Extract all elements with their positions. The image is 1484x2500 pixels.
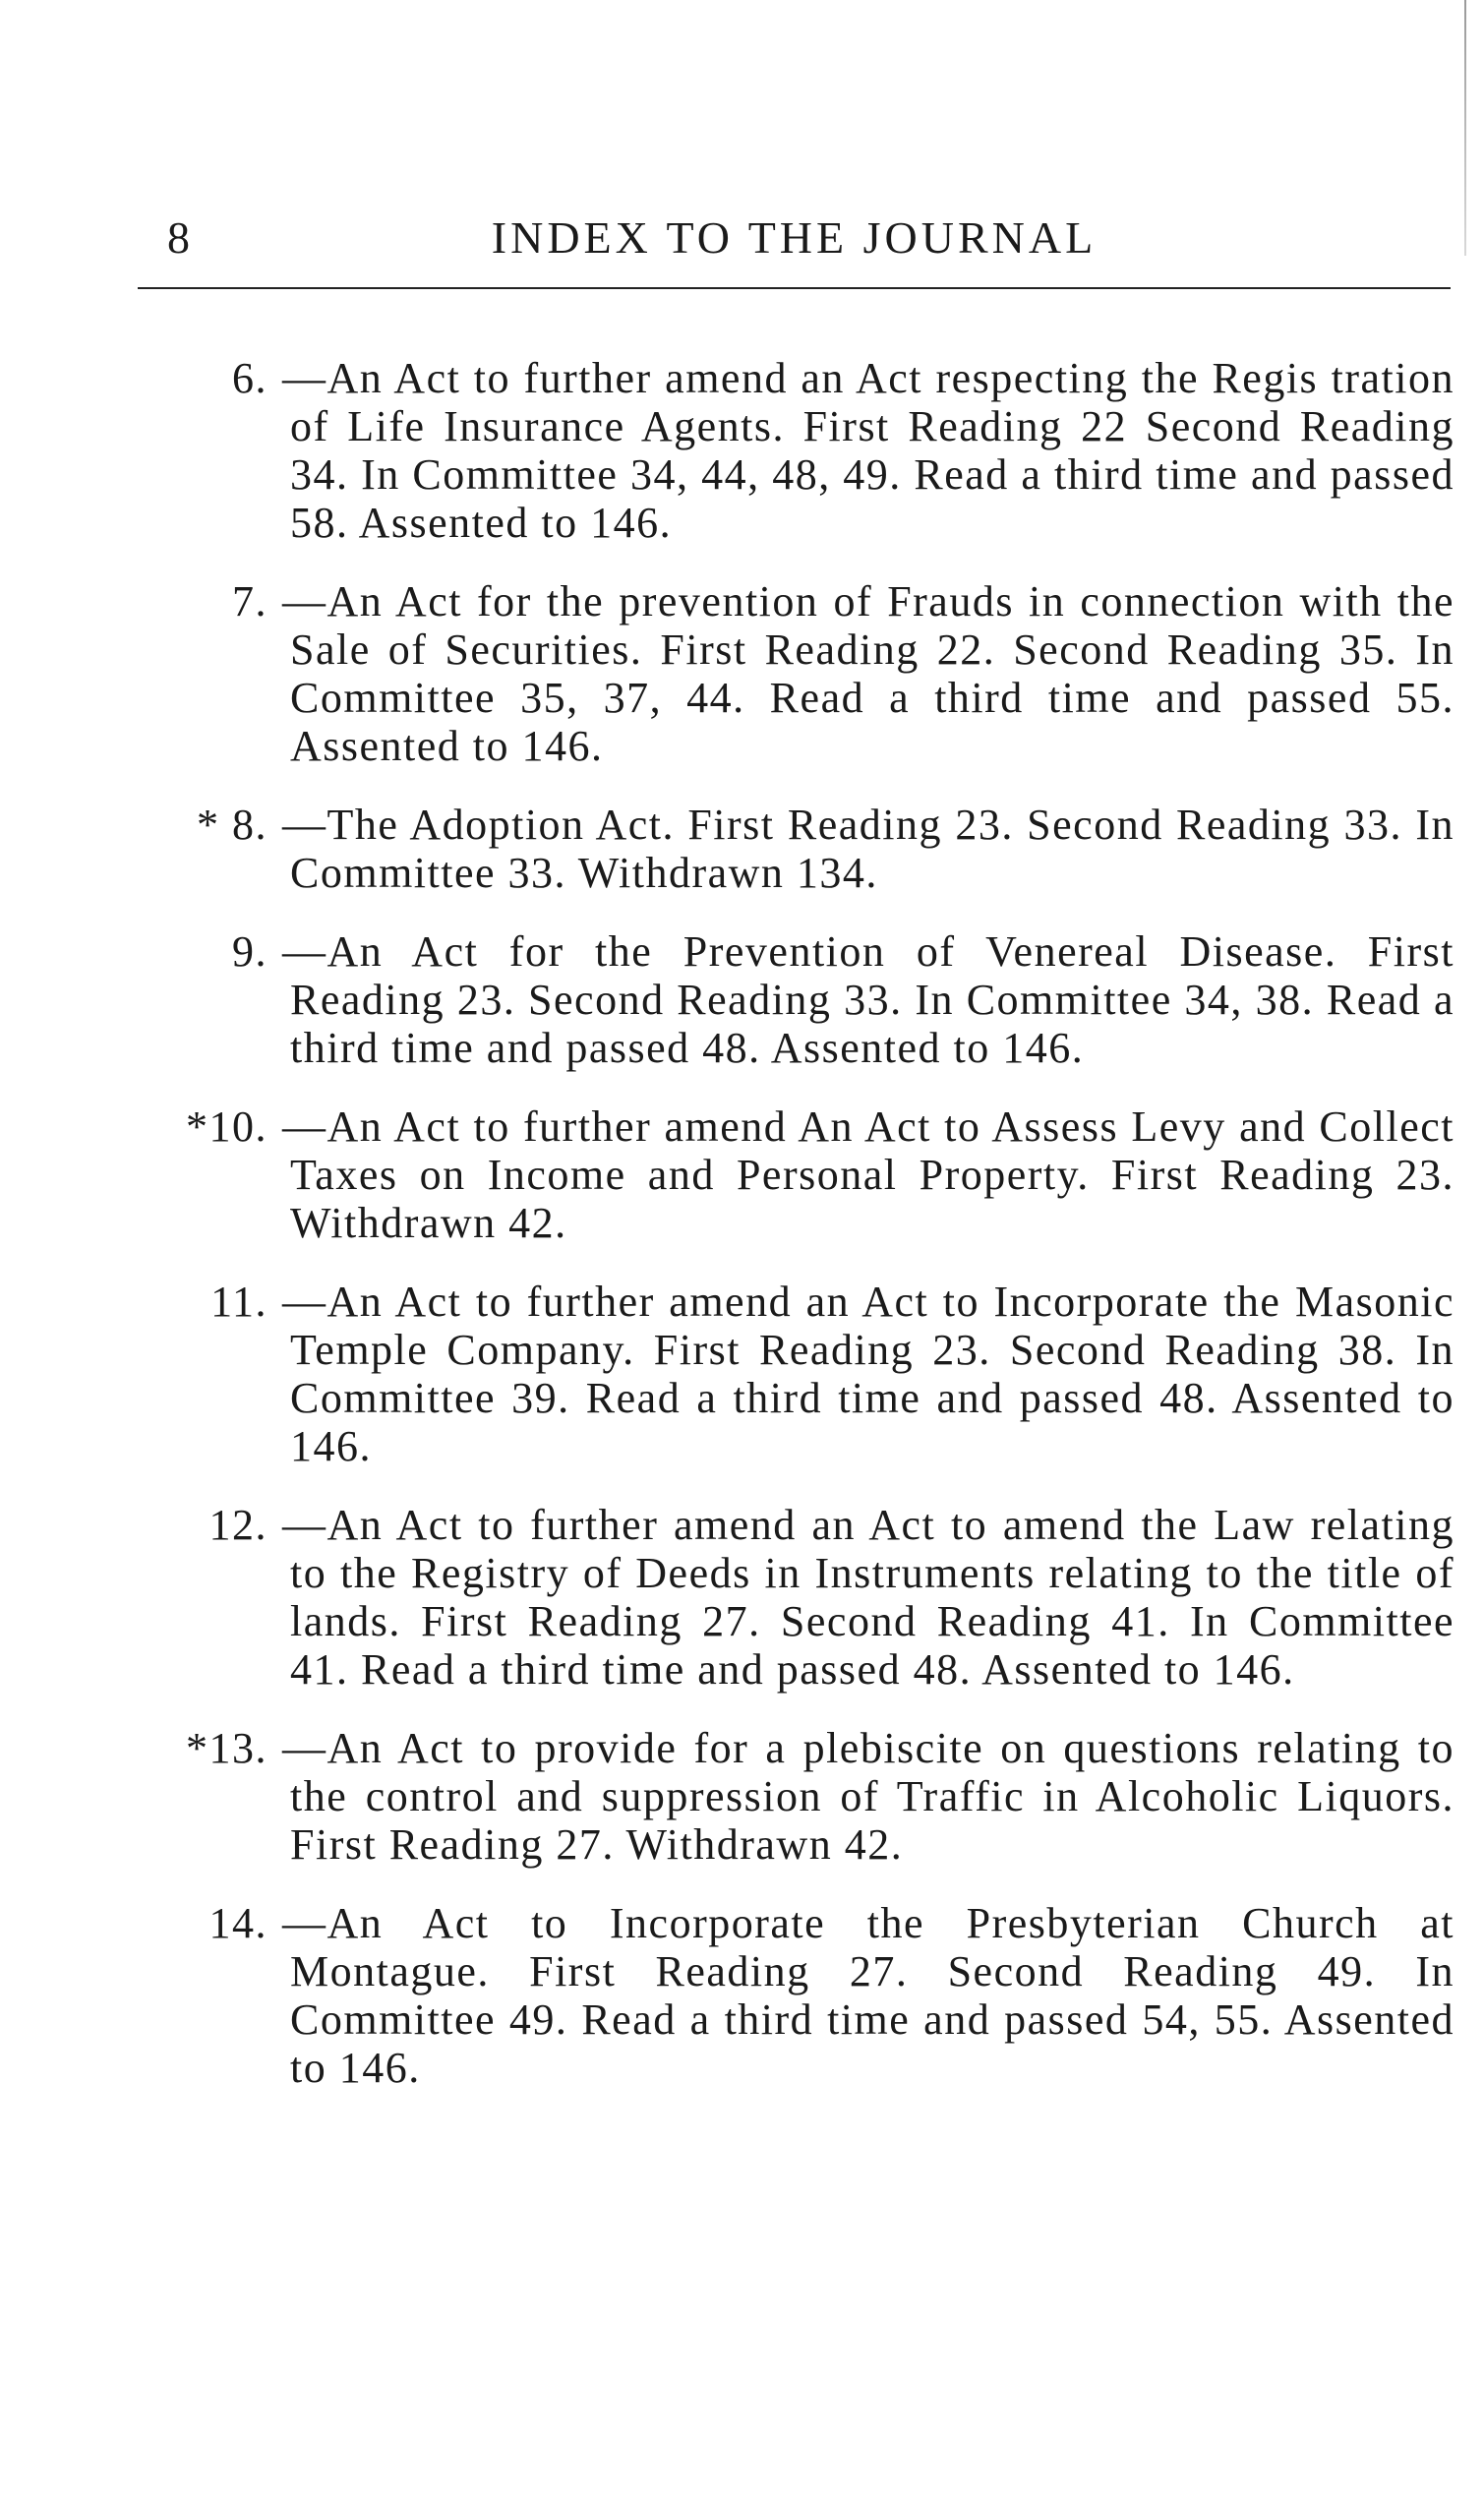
index-entry xyxy=(0,1102,1484,1247)
entry-number: * 8. xyxy=(197,801,267,849)
entry-text: An Act for the Prevention of Venereal Disease. First Reading 23. Second Reading 33. In Committee 34, 38. Read a third time and passed 48. Assented to 146. xyxy=(290,927,1454,1072)
header-rule xyxy=(138,287,1451,289)
index-entry xyxy=(0,1278,1484,1470)
entry-number: 7. xyxy=(232,577,267,625)
entry-text: An Act to further amend An Act to Assess Levy and Collect Taxes on Income and Personal Property. First Reading 23. Withdrawn 42. xyxy=(290,1102,1454,1247)
entry-text: An Act to further amend an Act to Incorporate the Masonic Temple Company. First Reading 23. Second Reading 38. In Committee 39. Read a third time and passed 48. Assented to 146. xyxy=(290,1278,1454,1470)
entry-dash: — xyxy=(282,1724,327,1772)
entry-dash: — xyxy=(282,1102,327,1151)
entry-dash: — xyxy=(282,1899,327,1947)
index-entry xyxy=(0,354,1484,547)
entry-dash: — xyxy=(282,1278,327,1326)
entry-dash: — xyxy=(282,577,327,625)
entry-text: An Act to Incorporate the Presbyterian Church at Montague. First Reading 27. Second Reading 49. In Committee 49. Read a third time and passed 54, 55. Assented to 146. xyxy=(290,1899,1454,2092)
page-number: 8 xyxy=(167,212,191,263)
entry-number: 6. xyxy=(232,354,267,402)
entry-number: 12. xyxy=(208,1501,267,1549)
page-header xyxy=(138,211,1451,280)
entry-dash: — xyxy=(282,927,327,976)
entry-text: The Adoption Act. First Reading 23. Second Reading 33. In Committee 33. Withdrawn 134. xyxy=(290,801,1454,897)
index-entry xyxy=(0,1899,1484,2092)
entry-text: An Act to further amend an Act to amend the Law relating to the Registry of Deeds in Instruments relating to the title of lands. First Reading 27. Second Reading 41. In Committee 41. Read a third time and passed 48. Assented to 146. xyxy=(290,1501,1454,1694)
entry-dash: — xyxy=(282,1501,327,1549)
index-entry xyxy=(0,1501,1484,1694)
entry-number: *13. xyxy=(186,1724,267,1772)
entry-dash: — xyxy=(282,801,327,849)
entry-text: An Act to further amend an Act respecting the Regis tration of Life Insurance Agents. First Reading 22 Second Reading 34. In Committee 34, 44, 48, 49. Read a third time and passed 58. Assented to 146. xyxy=(290,354,1454,547)
page-edge-shadow xyxy=(1464,0,1466,256)
entry-dash: — xyxy=(282,354,327,402)
index-entry xyxy=(0,801,1484,897)
index-entry xyxy=(0,577,1484,770)
index-entry xyxy=(0,1724,1484,1869)
index-entries xyxy=(0,354,1484,2122)
index-entry xyxy=(0,927,1484,1072)
entry-number: 11. xyxy=(210,1278,267,1326)
entry-number: *10. xyxy=(186,1102,267,1151)
entry-text: An Act to provide for a plebiscite on questions relating to the control and suppression of Traffic in Alcoholic Liquors. First Reading 27. Withdrawn 42. xyxy=(290,1724,1454,1869)
entry-text: An Act for the prevention of Frauds in connection with the Sale of Securities. First Reading 22. Second Reading 35. In Committee 35, 37, 44. Read a third time and passed 55. Assented to 146. xyxy=(290,577,1454,770)
running-title: INDEX TO THE JOURNAL xyxy=(491,212,1098,263)
entry-number: 14. xyxy=(208,1899,267,1947)
entry-number: 9. xyxy=(232,927,267,976)
